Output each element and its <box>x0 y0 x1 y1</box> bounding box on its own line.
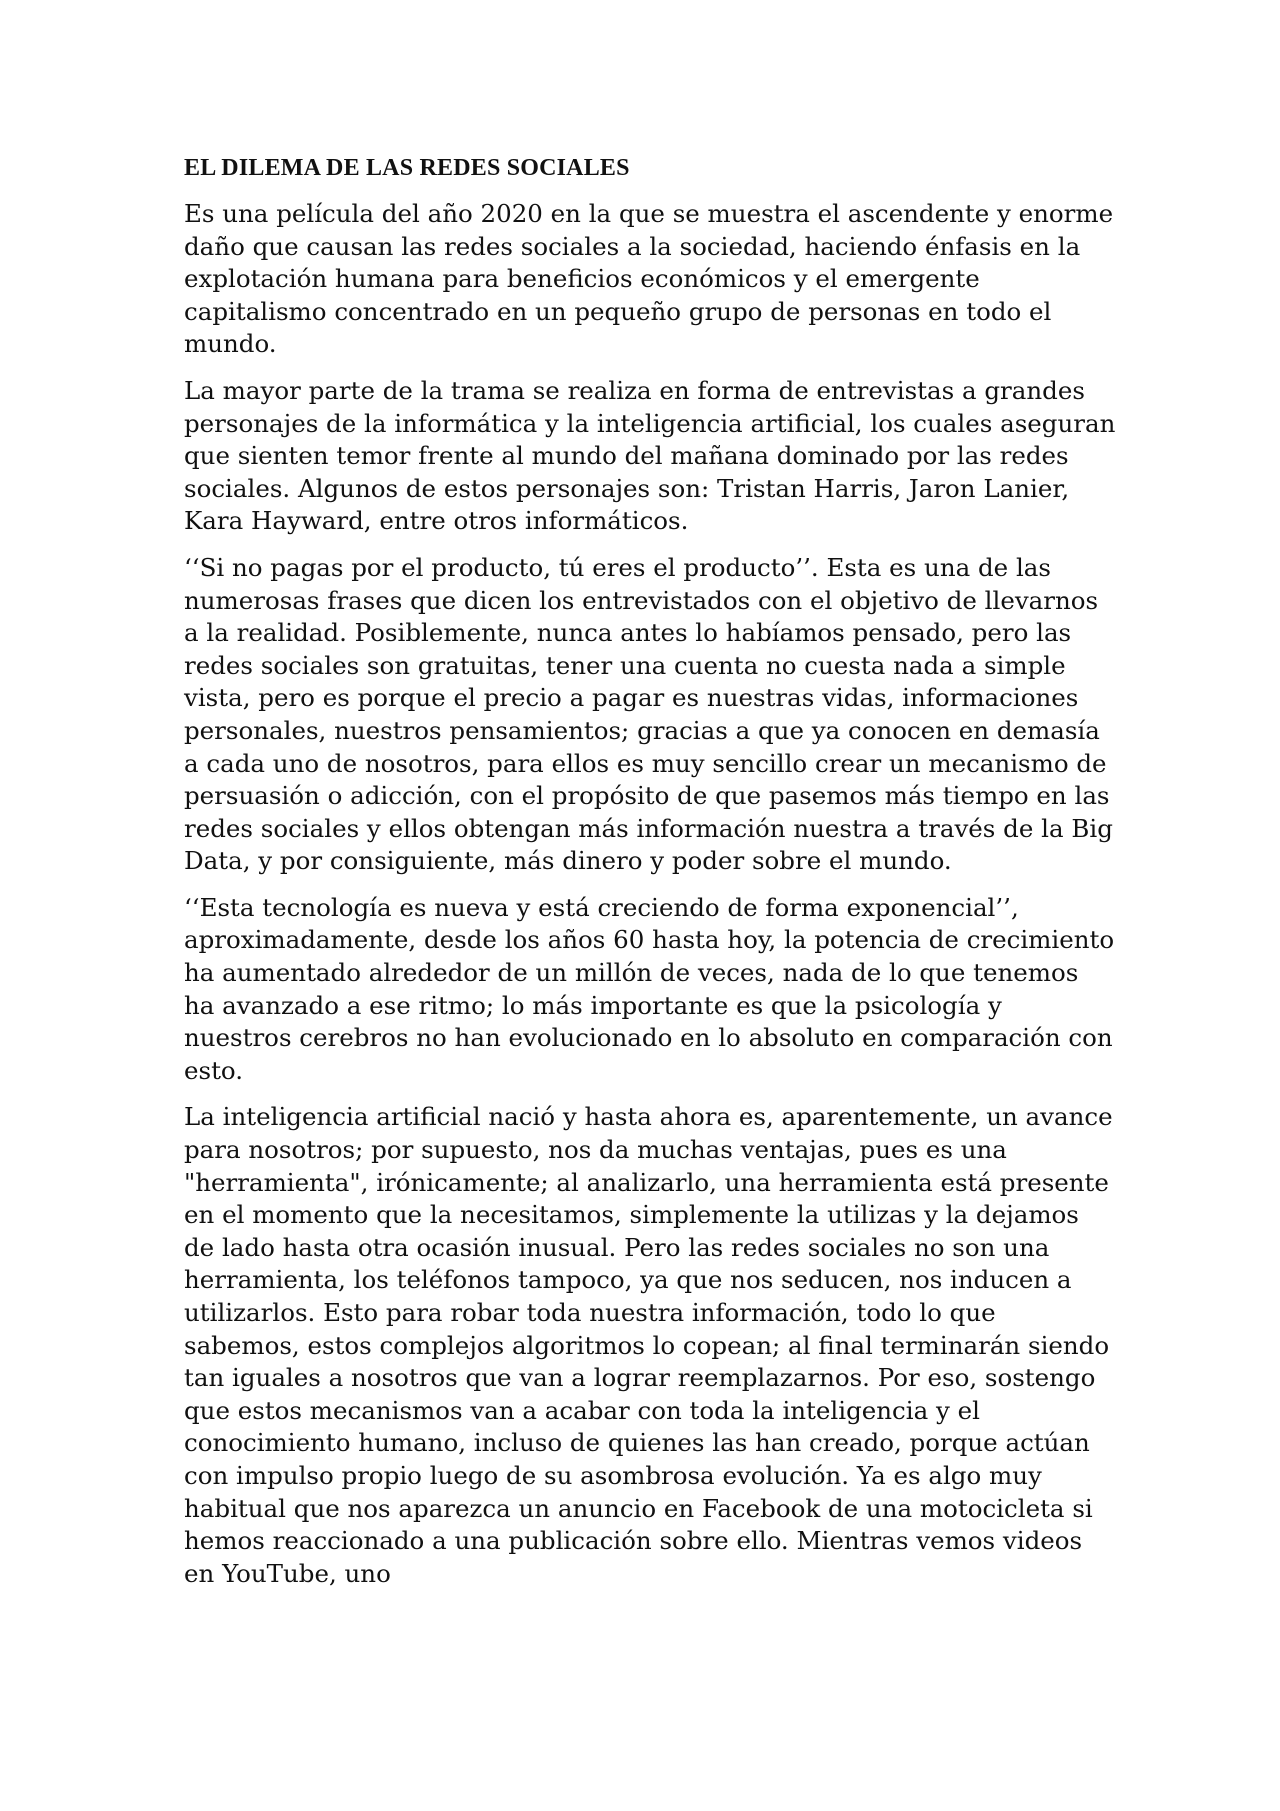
paragraph-3: ‘‘Si no pagas por el producto, tú eres el producto’’. Esta es una de las numerosas frases que dicen los entrevistados con el objetivo de llevarnos a la realidad. Posiblemente, nunca antes lo habíamos pensado, pero las redes sociales son gratuitas, tener una cuenta no cuesta nada a simple vista, pero es porque el precio a pagar es nuestras vidas, informaciones personales, nuestros pensamientos; gracias a que ya conocen en demasía a cada uno de nosotros, para ellos es muy sencillo crear un mecanismo de persuasión o adicción, con el propósito de que pasemos más tiempo en las redes sociales y ellos obtengan más información nuestra a través de la Big Data, y por consiguiente, más dinero y poder sobre el mundo. <box>184 552 1113 876</box>
document-body <box>184 152 1116 1604</box>
paragraph-5: La inteligencia artificial nació y hasta ahora es, aparentemente, un avance para nosotros; por supuesto, nos da muchas ventajas, pues es una "herramienta", irónicamente; al analizarlo, una herramienta está presente en el momento que la necesitamos, simplemente la utilizas y la dejamos de lado hasta otra ocasión inusual. Pero las redes sociales no son una herramienta, los teléfonos tampoco, ya que nos seducen, nos inducen a utilizarlos. Esto para robar toda nuestra información, todo lo que sabemos, estos complejos algoritmos lo copean; al final terminarán siendo tan iguales a nosotros que van a lograr reemplazarnos. Por eso, sostengo que estos mecanismos van a acabar con toda la inteligencia y el conocimiento humano, incluso de quienes las han creado, porque actúan con impulso propio luego de su asombrosa evolución. Ya es algo muy habitual que nos aparezca un anuncio en Facebook de una motocicleta si hemos reaccionado a una publicación sobre ello. Mientras vemos videos en YouTube, uno <box>184 1102 1113 1588</box>
paragraph-1: Es una película del año 2020 en la que se muestra el ascendente y enorme daño que causan las redes sociales a la sociedad, haciendo énfasis en la explotación humana para beneficios económicos y el emergente capitalismo concentrado en un pequeño grupo de personas en todo el mundo. <box>184 199 1114 359</box>
document-title: EL DILEMA DE LAS REDES SOCIALES <box>184 155 630 181</box>
paragraph-4: ‘‘Esta tecnología es nueva y está creciendo de forma exponencial’’, aproximadamente, desde los años 60 hasta hoy, la potencia de crecimiento ha aumentado alrededor de un millón de veces, nada de lo que tenemos ha avanzado a ese ritmo; lo más importante es que la psicología y nuestros cerebros no han evolucionado en lo absoluto en comparación con esto. <box>184 892 1115 1085</box>
paragraph-2: La mayor parte de la trama se realiza en forma de entrevistas a grandes personajes de la informática y la inteligencia artificial, los cuales aseguran que sienten temor frente al mundo del mañana dominado por las redes sociales. Algunos de estos personajes son: Tristan Harris, Jaron Lanier, Kara Hayward, entre otros informáticos. <box>184 375 1116 536</box>
